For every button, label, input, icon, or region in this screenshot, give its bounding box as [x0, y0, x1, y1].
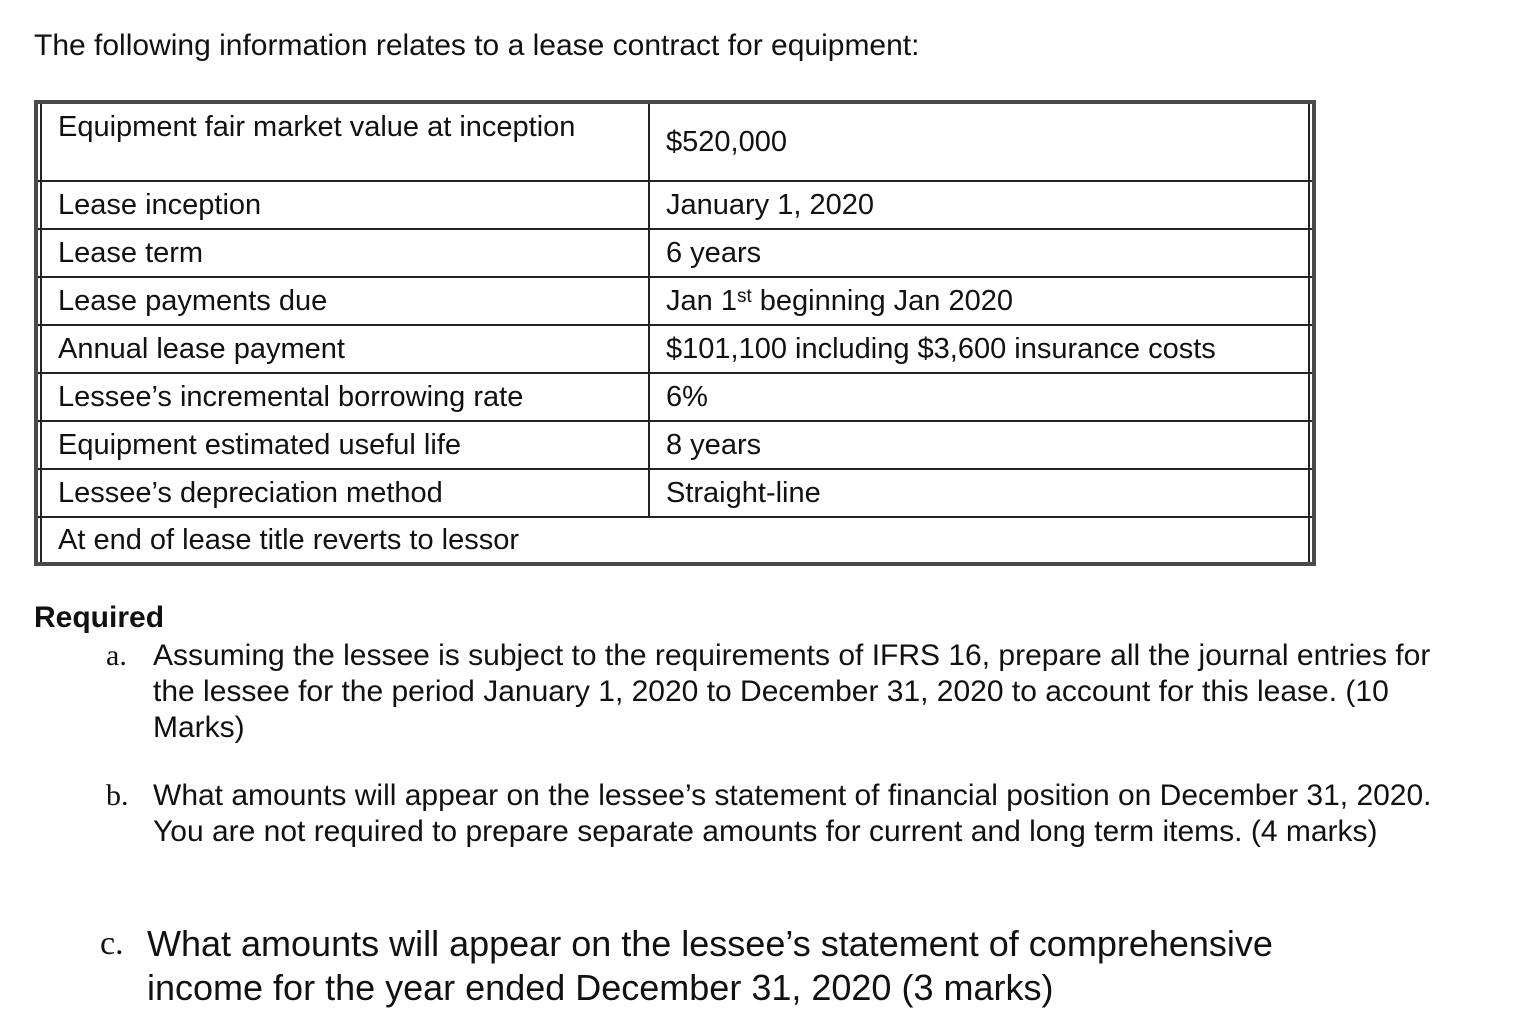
table-row — [38, 230, 1312, 278]
value-prefix: Jan 1 — [666, 285, 737, 317]
table-row — [38, 104, 1312, 182]
row-value: 6 years — [648, 230, 1310, 276]
question-c — [100, 922, 1480, 1010]
question-text: Assuming the lessee is subject to the requirements of IFRS 16, prepare all the journal entries for the lessee for the period January 1, 2020 to December 31, 2020 to account for this lease. (10 Marks) — [153, 639, 1431, 744]
table-row — [38, 518, 1312, 562]
question-letter: a. — [106, 639, 127, 672]
row-value: $520,000 — [648, 104, 1310, 180]
value-suffix: beginning Jan 2020 — [751, 285, 1013, 317]
row-label: Lease payments due — [40, 278, 648, 324]
intro-text: The following information relates to a lease contract for equipment: — [34, 29, 920, 62]
row-label: At end of lease title reverts to lessor — [40, 518, 1310, 562]
table-row — [38, 374, 1312, 422]
row-value: $101,100 including $3,600 insurance costs — [648, 326, 1310, 372]
question-letter: b. — [106, 779, 129, 812]
question-text: What amounts will appear on the lessee’s statement of financial position on December 31, 2020. You are not required to prepare separate amounts for current and long term items. (4 marks) — [153, 779, 1432, 848]
row-label: Lessee’s incremental borrowing rate — [40, 374, 648, 420]
table-row — [38, 278, 1312, 326]
row-label: Equipment fair market value at inception — [40, 104, 648, 180]
row-value: 6% — [648, 374, 1310, 420]
table-row — [38, 182, 1312, 230]
row-label: Lease term — [40, 230, 648, 276]
required-heading: Required — [34, 601, 165, 634]
question-a — [100, 638, 1480, 746]
row-value: Straight-line — [648, 470, 1310, 516]
question-text: What amounts will appear on the lessee’s statement of comprehensive income for the year ended December 31, 2020 (3 marks) — [147, 923, 1273, 1008]
row-label: Lease inception — [40, 182, 648, 228]
row-label: Equipment estimated useful life — [40, 422, 648, 468]
table-row — [38, 326, 1312, 374]
question-b — [100, 778, 1500, 850]
question-letter: c. — [100, 925, 124, 962]
row-value: 8 years — [648, 422, 1310, 468]
row-label: Annual lease payment — [40, 326, 648, 372]
row-value: January 1, 2020 — [648, 182, 1310, 228]
table-row — [38, 422, 1312, 470]
lease-info-table — [34, 100, 1316, 566]
row-label: Lessee’s depreciation method — [40, 470, 648, 516]
row-value: Jan 1 $^{st}$ beginning Jan 2020 — [648, 278, 1310, 324]
table-row — [38, 470, 1312, 518]
